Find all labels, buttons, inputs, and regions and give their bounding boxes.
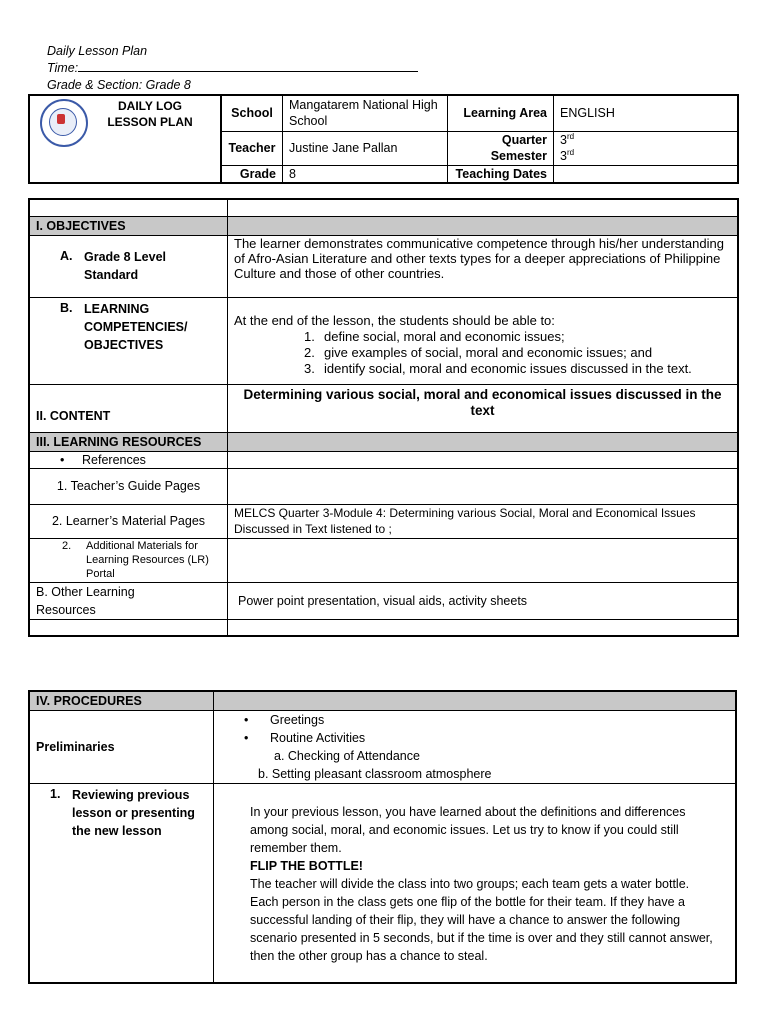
review-label: Reviewing previous lesson or presenting the new lesson: [72, 787, 195, 838]
quarter-sup: rd: [566, 131, 575, 141]
review-label-cell: [29, 783, 214, 983]
other-label: B. Other Learning Resources: [29, 582, 228, 619]
competency-list: [234, 329, 731, 377]
doc-title: Daily Lesson Plan: [47, 44, 148, 58]
preliminaries-label: Preliminaries: [29, 710, 214, 783]
additional-num: 2.: [62, 540, 72, 552]
references-label: References: [82, 452, 146, 467]
plan-table: [28, 198, 739, 637]
log-header-cell: [29, 95, 221, 183]
objectives-label: I. OBJECTIVES: [29, 216, 228, 235]
bullet-item: • Routine Activities: [244, 730, 366, 745]
quarter-value: 3rd: [560, 131, 575, 147]
review-cell: [214, 783, 737, 983]
log-title-1: DAILY LOG: [117, 99, 182, 113]
competency-item: 2. give examples of social, moral and economic issues; and: [304, 344, 653, 360]
school-label: School: [221, 95, 283, 131]
standard-label: Grade 8 Level Standard: [84, 250, 166, 282]
tg-label: 1. Teacher’s Guide Pages: [29, 468, 228, 504]
competency-item: 3. identify social, moral and economic issues discussed in the text.: [304, 360, 692, 376]
time-underline: [78, 60, 418, 72]
grade-label: Grade: [221, 165, 283, 183]
learning-area-value: ENGLISH: [554, 95, 739, 131]
references-cell: • References: [29, 451, 228, 468]
teaching-dates-value: [554, 165, 739, 183]
school-value: Mangatarem National High School: [283, 95, 448, 131]
review-intro: In your previous lesson, you have learned about the definitions and differences among social, moral, and economic issues. Let us try to know if you could still remember them.: [250, 804, 686, 855]
activity-text: The teacher will divide the class into two groups; each team gets a water bottle. Each person in the class gets one flip of the bottle for their team. If they have a successful landing of their flip, they will have a chance to answer the following scenario presented in 5 seconds, but if the time is over and they still cannot answer, then the other group has a chance to steal.: [250, 876, 713, 963]
teacher-value: Justine Jane Pallan: [283, 131, 448, 165]
standard-label-cell: [29, 235, 228, 297]
teaching-dates-label: Teaching Dates: [448, 165, 554, 183]
quarter-label: Quarter: [501, 133, 547, 147]
lm-text: MELCS Quarter 3-Module 4: Determining various Social, Moral and Economical Issues Discussed in Text listened to ;: [228, 504, 739, 538]
semester-sup: rd: [566, 147, 575, 157]
competency-item: 1. define social, moral and economic issues;: [304, 328, 565, 344]
competency-letter: B.: [60, 300, 73, 315]
procedures-table: [28, 690, 737, 984]
info-table: [28, 94, 739, 184]
review-num: 1.: [50, 786, 61, 801]
teacher-label: Teacher: [221, 131, 283, 165]
time-line: [47, 60, 418, 76]
sub-item-b: b. Setting pleasant classroom atmosphere: [258, 766, 492, 781]
competency-intro: At the end of the lesson, the students should be able to:: [234, 312, 555, 328]
resources-label: III. LEARNING RESOURCES: [29, 432, 228, 451]
lm-label: 2. Learner’s Material Pages: [29, 504, 228, 538]
time-label: Time:: [47, 61, 79, 75]
additional-label: Additional Materials for Learning Resources (LR) Portal: [86, 540, 209, 580]
sub-item-a: a. Checking of Attendance: [274, 748, 420, 763]
learning-area-label: Learning Area: [448, 95, 554, 131]
log-title-2: LESSON PLAN: [107, 115, 193, 129]
content-text: Determining various social, moral and economical issues discussed in the text: [228, 384, 739, 432]
competency-cell: [228, 297, 739, 384]
other-text: Power point presentation, visual aids, activity sheets: [228, 582, 739, 619]
deped-seal: [40, 99, 88, 147]
content-label: II. CONTENT: [29, 384, 228, 432]
competency-label: LEARNING COMPETENCIES/ OBJECTIVES: [84, 301, 188, 352]
grade-value: 8: [283, 165, 448, 183]
standard-letter: A.: [60, 249, 73, 263]
semester-value: 3rd: [560, 147, 575, 163]
semester-label: Semester: [490, 149, 547, 163]
competency-label-cell: [29, 297, 228, 384]
activity-title: FLIP THE BOTTLE!: [250, 858, 363, 873]
procedures-label: IV. PROCEDURES: [29, 691, 214, 710]
additional-cell: [29, 538, 228, 582]
bullet-item: • Greetings: [244, 712, 325, 727]
quarter-semester-value-cell: [554, 131, 739, 165]
quarter-semester-label-cell: [448, 131, 554, 165]
standard-text: The learner demonstrates communicative competence through his/her understanding of Afro-Asian Literature and other texts types for a deeper appreciations of Philippine Culture and those of other countries.: [228, 235, 739, 297]
preliminaries-cell: [214, 710, 737, 783]
grade-section: Grade & Section: Grade 8: [47, 78, 191, 92]
